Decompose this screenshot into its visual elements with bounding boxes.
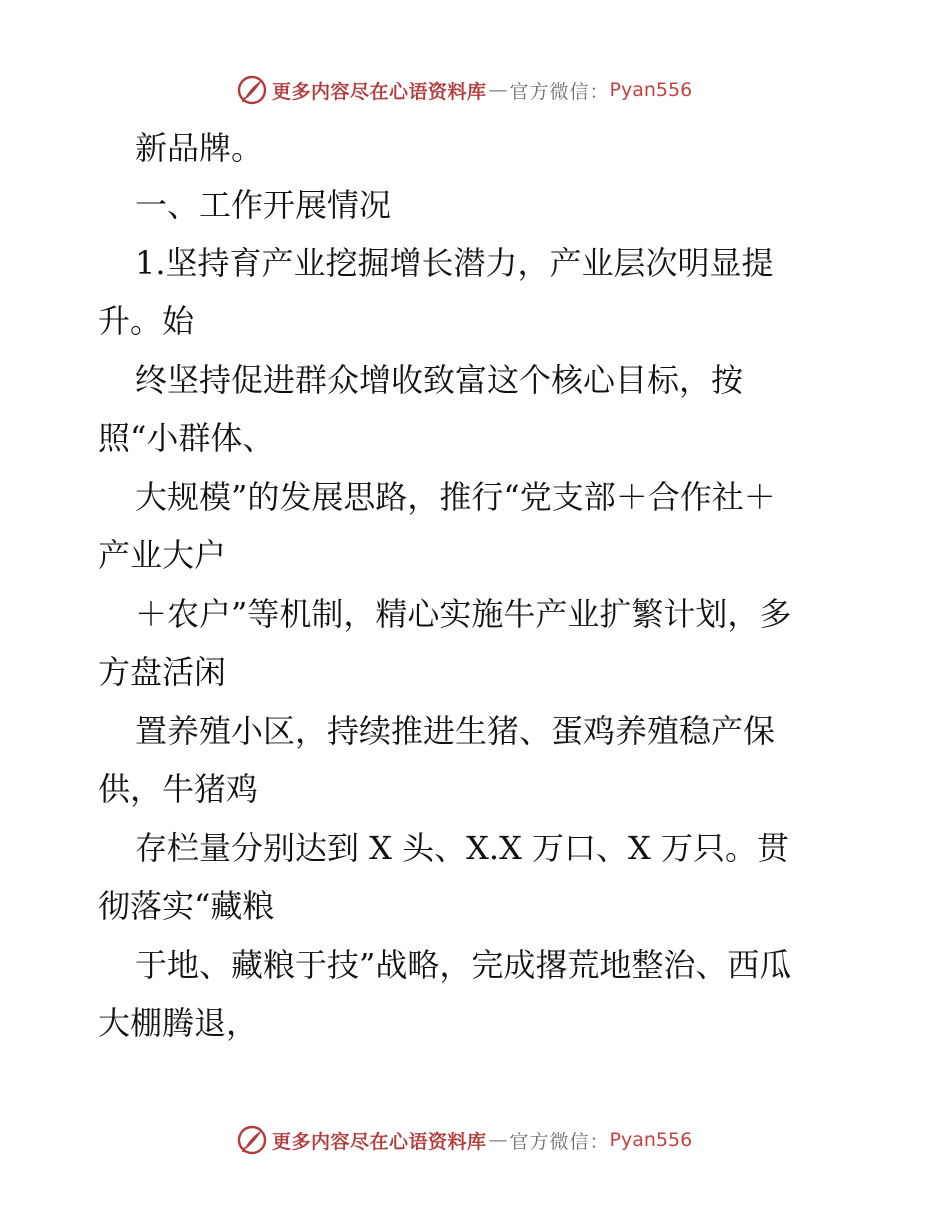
text-line: 新品牌。 (135, 129, 264, 167)
watermark-dash: — (488, 79, 508, 101)
text-line: 置养殖小区，持续推进生猪、蛋鸡养殖稳产保 (135, 712, 776, 750)
header-watermark (236, 73, 756, 107)
text-line: 存栏量分别达到 X 头、X.X 万口、X 万只。贯 (135, 829, 789, 867)
text-line: 方盘活闲 (98, 653, 227, 691)
text-line: ＋农户”等机制，精心实施牛产业扩繁计划，多 (135, 595, 792, 633)
quill-pen-logo-icon (236, 74, 268, 106)
section-heading: 一、工作开展情况 (135, 186, 392, 224)
text-line: 大规模”的发展思路，推行“党支部＋合作社＋ (135, 478, 776, 516)
text-line: 彻落实“藏粮 (98, 887, 275, 925)
footer-watermark (236, 1123, 756, 1157)
watermark-brand-text: 更多内容尽在心语资料库 (272, 80, 487, 103)
text-line: 于地、藏粮于技”战略，完成撂荒地整治、西瓜 (135, 946, 792, 984)
watermark-id: Pyan556 (609, 1129, 693, 1151)
text-line: 大棚腾退， (98, 1004, 259, 1042)
watermark-label: 官方微信： (509, 80, 610, 103)
text-line: 产业大户 (98, 536, 227, 574)
text-line: 供，牛猪鸡 (98, 770, 259, 808)
watermark-brand-text: 更多内容尽在心语资料库 (272, 1130, 487, 1153)
text-line: 1.坚持育产业挖掘增长潜力，产业层次明显提 (135, 244, 774, 282)
text-line: 照“小群体、 (98, 419, 275, 457)
quill-pen-logo-icon (236, 1124, 268, 1156)
text-line: 终坚持促进群众增收致富这个核心目标，按 (135, 361, 744, 399)
text-line: 升。始 (98, 302, 195, 340)
watermark-id: Pyan556 (609, 79, 693, 101)
watermark-dash: — (488, 1129, 508, 1151)
watermark-label: 官方微信： (509, 1130, 610, 1153)
